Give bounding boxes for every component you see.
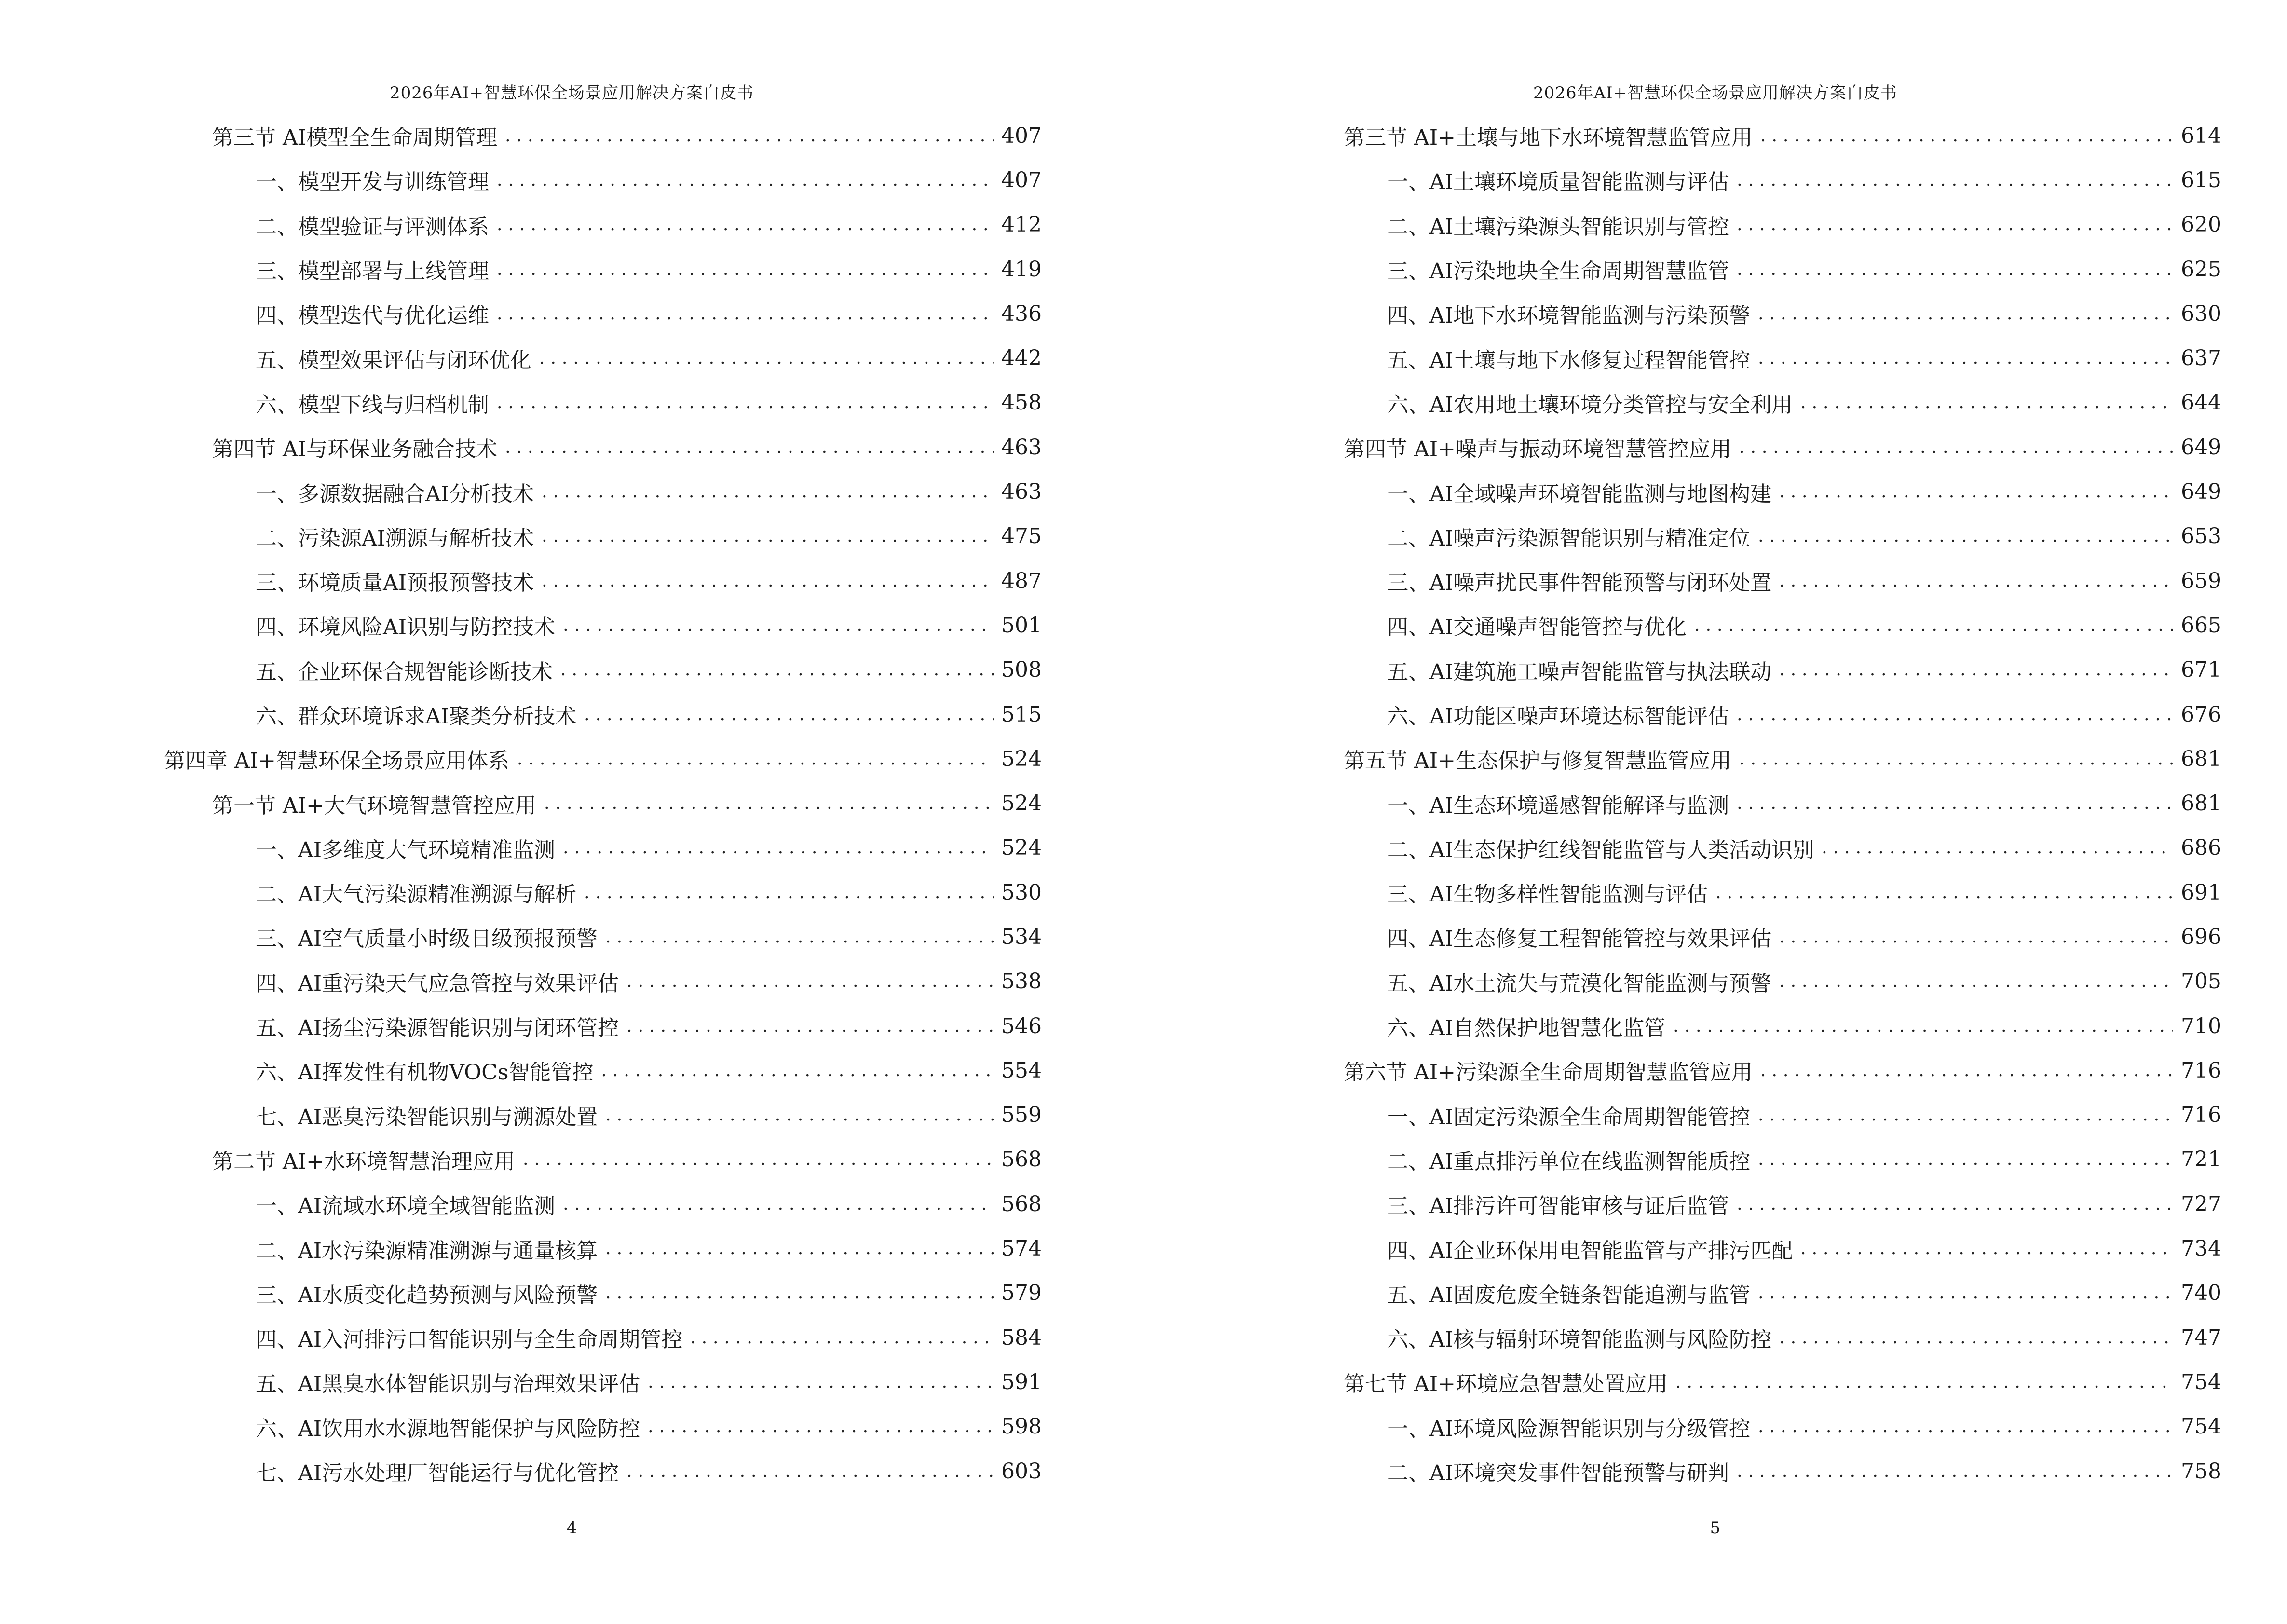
toc-entry-page: 653 <box>2181 524 2221 549</box>
toc-entry-title: 四、AI重污染天气应急管控与效果评估 <box>256 971 619 996</box>
toc-entry[interactable] <box>1344 336 2221 380</box>
toc-leader-dots <box>1779 1328 2173 1348</box>
toc-entry-title: 五、AI土壤与地下水修复过程智能管控 <box>1387 348 1751 373</box>
toc-leader-dots <box>605 1239 994 1258</box>
toc-entry[interactable] <box>164 247 1042 291</box>
toc-leader-dots <box>605 927 994 947</box>
toc-entry[interactable] <box>1344 247 2221 291</box>
toc-entry[interactable] <box>1344 469 2221 514</box>
toc-leader-dots <box>497 259 994 279</box>
toc-leader-dots <box>1779 971 2173 991</box>
toc-entry-page: 615 <box>2181 167 2221 192</box>
toc-entry-page: 546 <box>1001 1013 1042 1038</box>
toc-leader-dots <box>1737 1194 2173 1214</box>
toc-entry[interactable] <box>1344 425 2221 469</box>
toc-leader-dots <box>1739 749 2173 769</box>
toc-entry-title: 二、模型验证与评测体系 <box>256 214 489 239</box>
toc-leader-dots <box>1779 482 2173 502</box>
toc-entry-title: 六、群众环境诉求AI聚类分析技术 <box>256 704 577 729</box>
toc-entry-page: 671 <box>2181 657 2221 682</box>
toc-entry-title: 第六节 AI+污染源全生命周期智慧监管应用 <box>1344 1060 1753 1085</box>
toc-entry-title: 六、AI自然保护地智慧化监管 <box>1387 1016 1666 1041</box>
toc-leader-dots <box>1673 1016 2173 1036</box>
toc-entry-page: 649 <box>2181 479 2221 505</box>
toc-entry-page: 442 <box>1001 346 1042 371</box>
toc-entry-page: 754 <box>2181 1369 2221 1394</box>
toc-entry[interactable] <box>164 959 1042 1004</box>
toc-leader-dots <box>517 749 994 769</box>
toc-entry[interactable] <box>164 1360 1042 1404</box>
toc-entry-title: 三、模型部署与上线管理 <box>256 259 489 284</box>
table-of-contents <box>1344 113 2221 1493</box>
toc-leader-dots <box>1758 1283 2173 1303</box>
toc-entry[interactable] <box>1344 603 2221 647</box>
toc-entry[interactable] <box>164 158 1042 202</box>
toc-entry-page: 579 <box>1001 1281 1042 1306</box>
toc-leader-dots <box>563 838 994 858</box>
toc-entry-page: 691 <box>2181 880 2221 905</box>
toc-entry-page: 637 <box>2181 346 2221 371</box>
toc-entry-page: 620 <box>2181 212 2221 237</box>
toc-entry[interactable] <box>164 514 1042 559</box>
toc-leader-dots <box>1779 660 2173 680</box>
toc-leader-dots <box>1737 259 2173 279</box>
toc-leader-dots <box>584 705 994 724</box>
toc-entry[interactable] <box>1344 203 2221 247</box>
toc-entry-title: 六、AI核与辐射环境智能监测与风险防控 <box>1387 1327 1772 1352</box>
toc-entry-title: 七、AI恶臭污染智能识别与溯源处置 <box>256 1105 598 1130</box>
toc-entry-title: 六、模型下线与归档机制 <box>256 392 489 417</box>
toc-leader-dots <box>690 1328 994 1348</box>
toc-leader-dots <box>1675 1372 2173 1392</box>
toc-entry-page: 568 <box>1001 1191 1042 1216</box>
toc-entry-title: 一、AI流域水环境全域智能监测 <box>256 1194 556 1219</box>
toc-entry-title: 第四节 AI+噪声与振动环境智慧管控应用 <box>1344 437 1732 462</box>
toc-entry-title: 五、AI扬尘污染源智能识别与闭环管控 <box>256 1016 619 1041</box>
toc-entry-page: 591 <box>1001 1369 1042 1394</box>
toc-leader-dots <box>539 348 994 368</box>
toc-entry-page: 458 <box>1001 390 1042 415</box>
toc-entry-title: 第五节 AI+生态保护与修复智慧监管应用 <box>1344 749 1732 774</box>
toc-entry-title: 三、AI水质变化趋势预测与风险预警 <box>256 1283 598 1308</box>
toc-entry-page: 501 <box>1001 613 1042 638</box>
toc-entry[interactable] <box>1344 1226 2221 1270</box>
toc-entry-title: 六、AI功能区噪声环境达标智能评估 <box>1387 704 1729 729</box>
toc-entry-page: 630 <box>2181 301 2221 326</box>
toc-entry-page: 419 <box>1001 257 1042 282</box>
toc-entry-title: 五、企业环保合规智能诊断技术 <box>256 659 553 684</box>
toc-leader-dots <box>497 304 994 324</box>
toc-entry[interactable] <box>164 870 1042 914</box>
toc-leader-dots <box>1737 215 2173 234</box>
toc-leader-dots <box>544 793 994 813</box>
toc-entry-title: 三、AI生物多样性智能监测与评估 <box>1387 882 1708 907</box>
toc-entry-title: 三、AI噪声扰民事件智能预警与闭环处置 <box>1387 571 1772 596</box>
toc-entry[interactable] <box>164 1449 1042 1493</box>
toc-entry-page: 686 <box>2181 835 2221 860</box>
toc-entry-title: 一、AI全域噪声环境智能监测与地图构建 <box>1387 481 1772 506</box>
toc-entry-title: 七、AI污水处理厂智能运行与优化管控 <box>256 1461 619 1486</box>
toc-entry-title: 六、AI农用地土壤环境分类管控与安全利用 <box>1387 392 1793 417</box>
toc-leader-dots <box>523 1149 994 1169</box>
toc-leader-dots <box>1737 1461 2173 1481</box>
toc-entry-title: 四、AI地下水环境智能监测与污染预警 <box>1387 303 1751 328</box>
toc-leader-dots <box>605 1283 994 1303</box>
toc-entry[interactable] <box>164 203 1042 247</box>
toc-entry-title: 第三节 AI+土壤与地下水环境智慧监管应用 <box>1344 125 1753 150</box>
toc-entry-page: 659 <box>2181 568 2221 593</box>
toc-entry-page: 534 <box>1001 924 1042 949</box>
toc-entry-title: 二、AI环境突发事件智能预警与研判 <box>1387 1461 1729 1486</box>
toc-entry-page: 463 <box>1001 479 1042 505</box>
toc-entry-page: 554 <box>1001 1058 1042 1083</box>
toc-entry-title: 一、AI土壤环境质量智能监测与评估 <box>1387 170 1729 195</box>
toc-entry-title: 二、AI生态保护红线智能监管与人类活动识别 <box>1387 837 1814 862</box>
toc-entry[interactable] <box>1344 1360 2221 1404</box>
toc-entry-title: 一、多源数据融合AI分析技术 <box>256 481 534 506</box>
toc-entry-title: 一、AI环境风险源智能识别与分级管控 <box>1387 1416 1751 1441</box>
toc-leader-dots <box>601 1061 994 1080</box>
toc-entry[interactable] <box>1344 158 2221 202</box>
toc-entry-title: 六、AI饮用水水源地智能保护与风险防控 <box>256 1416 640 1441</box>
toc-entry-page: 625 <box>2181 257 2221 282</box>
toc-entry[interactable] <box>164 469 1042 514</box>
toc-entry-title: 五、AI建筑施工噪声智能监管与执法联动 <box>1387 659 1772 684</box>
toc-entry-title: 三、环境质量AI预报预警技术 <box>256 571 534 596</box>
toc-leader-dots <box>505 126 994 146</box>
toc-entry-title: 三、AI排污许可智能审核与证后监管 <box>1387 1194 1729 1219</box>
toc-entry-title: 第四章 AI+智慧环保全场景应用体系 <box>164 749 510 774</box>
toc-entry[interactable] <box>1344 1405 2221 1449</box>
toc-entry[interactable] <box>164 692 1042 737</box>
toc-entry-page: 568 <box>1001 1147 1042 1172</box>
toc-entry[interactable] <box>164 1315 1042 1360</box>
toc-leader-dots <box>1737 705 2173 724</box>
toc-entry[interactable] <box>164 113 1042 158</box>
toc-entry-title: 二、AI水污染源精准溯源与通量核算 <box>256 1238 598 1263</box>
toc-entry[interactable] <box>164 737 1042 781</box>
toc-entry-page: 412 <box>1001 212 1042 237</box>
toc-entry[interactable] <box>164 1093 1042 1137</box>
toc-leader-dots <box>497 215 994 234</box>
toc-entry-page: 508 <box>1001 657 1042 682</box>
toc-entry[interactable] <box>164 425 1042 469</box>
toc-leader-dots <box>648 1417 994 1436</box>
toc-entry[interactable] <box>1344 959 2221 1004</box>
toc-entry[interactable] <box>1344 1449 2221 1493</box>
toc-entry[interactable] <box>1344 559 2221 603</box>
toc-leader-dots <box>648 1372 994 1392</box>
toc-entry-page: 574 <box>1001 1236 1042 1261</box>
toc-entry[interactable] <box>1344 648 2221 692</box>
toc-entry-page: 487 <box>1001 568 1042 593</box>
toc-leader-dots <box>1758 1149 2173 1169</box>
toc-entry[interactable] <box>1344 291 2221 336</box>
toc-entry[interactable] <box>164 559 1042 603</box>
toc-leader-dots <box>1758 304 2173 324</box>
toc-entry-title: 四、AI入河排污口智能识别与全生命周期管控 <box>256 1327 683 1352</box>
toc-entry[interactable] <box>1344 870 2221 914</box>
toc-entry-page: 747 <box>2181 1325 2221 1350</box>
page-number: 5 <box>1710 1518 1721 1538</box>
toc-entry[interactable] <box>164 603 1042 647</box>
toc-entry-title: 四、AI企业环保用电智能监管与产排污匹配 <box>1387 1238 1793 1263</box>
toc-leader-dots <box>505 437 994 457</box>
toc-leader-dots <box>542 571 994 591</box>
toc-leader-dots <box>626 971 994 991</box>
toc-leader-dots <box>1760 1061 2173 1080</box>
toc-entry-page: 644 <box>2181 390 2221 415</box>
toc-entry-title: 第二节 AI+水环境智慧治理应用 <box>212 1149 516 1174</box>
toc-entry[interactable] <box>1344 737 2221 781</box>
right-page <box>1144 0 2287 1624</box>
toc-entry-page: 716 <box>2181 1103 2221 1128</box>
toc-entry-page: 734 <box>2181 1236 2221 1261</box>
toc-entry-page: 716 <box>2181 1058 2221 1083</box>
toc-entry-page: 436 <box>1001 301 1042 326</box>
toc-entry-page: 524 <box>1001 746 1042 771</box>
toc-leader-dots <box>497 170 994 190</box>
toc-entry[interactable] <box>1344 1271 2221 1315</box>
toc-entry-title: 一、AI多维度大气环境精准监测 <box>256 837 556 862</box>
toc-leader-dots <box>1760 126 2173 146</box>
toc-entry-page: 407 <box>1001 167 1042 192</box>
toc-entry[interactable] <box>164 1004 1042 1048</box>
toc-leader-dots <box>1822 838 2173 858</box>
page-header: 2026年AI+智慧环保全场景应用解决方案白皮书 <box>1533 83 1897 103</box>
toc-entry-page: 559 <box>1001 1103 1042 1128</box>
toc-leader-dots <box>1737 793 2173 813</box>
toc-entry-page: 681 <box>2181 746 2221 771</box>
toc-entry-page: 649 <box>2181 435 2221 460</box>
toc-entry-title: 四、环境风险AI识别与防控技术 <box>256 615 556 640</box>
toc-entry[interactable] <box>164 1405 1042 1449</box>
toc-entry[interactable] <box>1344 381 2221 425</box>
toc-leader-dots <box>1737 170 2173 190</box>
toc-leader-dots <box>563 1194 994 1214</box>
toc-entry-title: 第七节 AI+环境应急智慧处置应用 <box>1344 1372 1668 1397</box>
toc-entry-title: 五、AI水土流失与荒漠化智能监测与预警 <box>1387 971 1772 996</box>
toc-leader-dots <box>626 1461 994 1481</box>
toc-entry-title: 二、污染源AI溯源与解析技术 <box>256 526 534 551</box>
toc-entry-title: 一、AI生态环境遥感智能解译与监测 <box>1387 793 1729 818</box>
toc-leader-dots <box>626 1016 994 1036</box>
toc-entry[interactable] <box>164 1182 1042 1226</box>
toc-entry[interactable] <box>164 1137 1042 1182</box>
toc-entry-page: 530 <box>1001 880 1042 905</box>
toc-entry-page: 407 <box>1001 123 1042 148</box>
toc-entry[interactable] <box>1344 1182 2221 1226</box>
toc-leader-dots <box>1715 883 2173 902</box>
toc-leader-dots <box>584 883 994 902</box>
toc-leader-dots <box>560 660 994 680</box>
toc-entry[interactable] <box>164 1271 1042 1315</box>
toc-entry-page: 584 <box>1001 1325 1042 1350</box>
toc-leader-dots <box>1739 437 2173 457</box>
toc-entry-title: 一、AI固定污染源全生命周期智能管控 <box>1387 1105 1751 1130</box>
toc-entry-page: 524 <box>1001 835 1042 860</box>
toc-entry-title: 第四节 AI与环保业务融合技术 <box>212 437 498 462</box>
toc-entry-title: 六、AI挥发性有机物VOCs智能管控 <box>256 1060 594 1085</box>
toc-entry[interactable] <box>164 291 1042 336</box>
toc-entry-page: 740 <box>2181 1281 2221 1306</box>
toc-leader-dots <box>1758 1417 2173 1436</box>
toc-entry-page: 463 <box>1001 435 1042 460</box>
toc-entry[interactable] <box>1344 1093 2221 1137</box>
toc-leader-dots <box>542 482 994 502</box>
table-of-contents <box>164 113 1042 1493</box>
toc-entry[interactable] <box>1344 1048 2221 1092</box>
toc-entry-page: 705 <box>2181 969 2221 994</box>
toc-entry-title: 二、AI大气污染源精准溯源与解析 <box>256 882 577 907</box>
toc-entry-page: 538 <box>1001 969 1042 994</box>
toc-entry-page: 754 <box>2181 1414 2221 1439</box>
toc-leader-dots <box>1800 1239 2173 1258</box>
toc-entry-page: 681 <box>2181 791 2221 816</box>
toc-entry-title: 五、AI黑臭水体智能识别与治理效果评估 <box>256 1372 640 1397</box>
toc-entry-title: 五、AI固废危废全链条智能追溯与监管 <box>1387 1283 1751 1308</box>
toc-entry-page: 696 <box>2181 924 2221 949</box>
toc-entry-page: 475 <box>1001 524 1042 549</box>
toc-entry[interactable] <box>1344 914 2221 959</box>
toc-entry-page: 524 <box>1001 791 1042 816</box>
toc-entry[interactable] <box>1344 826 2221 870</box>
toc-entry-page: 710 <box>2181 1013 2221 1038</box>
toc-entry-title: 二、AI重点排污单位在线监测智能质控 <box>1387 1149 1751 1174</box>
toc-entry-title: 三、AI空气质量小时级日级预报预警 <box>256 927 598 952</box>
page-number: 4 <box>566 1518 577 1538</box>
toc-leader-dots <box>1758 1105 2173 1125</box>
toc-entry[interactable] <box>164 336 1042 380</box>
toc-entry-page: 515 <box>1001 702 1042 727</box>
toc-entry-page: 614 <box>2181 123 2221 148</box>
toc-entry-title: 三、AI污染地块全生命周期智慧监管 <box>1387 259 1729 284</box>
toc-entry-title: 四、模型迭代与优化运维 <box>256 303 489 328</box>
toc-entry-page: 665 <box>2181 613 2221 638</box>
toc-entry[interactable] <box>164 826 1042 870</box>
toc-leader-dots <box>1779 571 2173 591</box>
toc-entry-title: 二、AI噪声污染源智能识别与精准定位 <box>1387 526 1751 551</box>
toc-entry-title: 四、AI生态修复工程智能管控与效果评估 <box>1387 927 1772 952</box>
toc-entry-page: 603 <box>1001 1459 1042 1484</box>
toc-entry-page: 598 <box>1001 1414 1042 1439</box>
toc-leader-dots <box>542 526 994 546</box>
toc-entry-page: 676 <box>2181 702 2221 727</box>
toc-entry[interactable] <box>1344 514 2221 559</box>
toc-entry[interactable] <box>164 648 1042 692</box>
toc-leader-dots <box>1800 393 2173 412</box>
toc-entry-page: 721 <box>2181 1147 2221 1172</box>
toc-entry-title: 二、AI土壤污染源头智能识别与管控 <box>1387 214 1729 239</box>
toc-entry-title: 第三节 AI模型全生命周期管理 <box>212 125 498 150</box>
toc-leader-dots <box>1758 348 2173 368</box>
toc-entry[interactable] <box>164 381 1042 425</box>
toc-entry[interactable] <box>1344 113 2221 158</box>
toc-leader-dots <box>497 393 994 412</box>
toc-leader-dots <box>1694 615 2173 635</box>
toc-leader-dots <box>605 1105 994 1125</box>
page-header: 2026年AI+智慧环保全场景应用解决方案白皮书 <box>390 83 754 103</box>
toc-leader-dots <box>563 615 994 635</box>
toc-entry[interactable] <box>1344 1137 2221 1182</box>
toc-entry[interactable] <box>1344 692 2221 737</box>
toc-entry-title: 五、模型效果评估与闭环优化 <box>256 348 531 373</box>
toc-leader-dots <box>1779 927 2173 947</box>
toc-entry[interactable] <box>1344 1315 2221 1360</box>
toc-entry-page: 758 <box>2181 1459 2221 1484</box>
toc-entry-page: 727 <box>2181 1191 2221 1216</box>
toc-entry-title: 第一节 AI+大气环境智慧管控应用 <box>212 793 537 818</box>
toc-entry[interactable] <box>1344 781 2221 825</box>
toc-entry-title: 一、模型开发与训练管理 <box>256 170 489 195</box>
toc-entry[interactable] <box>164 914 1042 959</box>
toc-entry[interactable] <box>164 1226 1042 1270</box>
toc-entry[interactable] <box>164 781 1042 825</box>
toc-entry-title: 四、AI交通噪声智能管控与优化 <box>1387 615 1687 640</box>
toc-entry[interactable] <box>164 1048 1042 1092</box>
toc-entry[interactable] <box>1344 1004 2221 1048</box>
toc-leader-dots <box>1758 526 2173 546</box>
